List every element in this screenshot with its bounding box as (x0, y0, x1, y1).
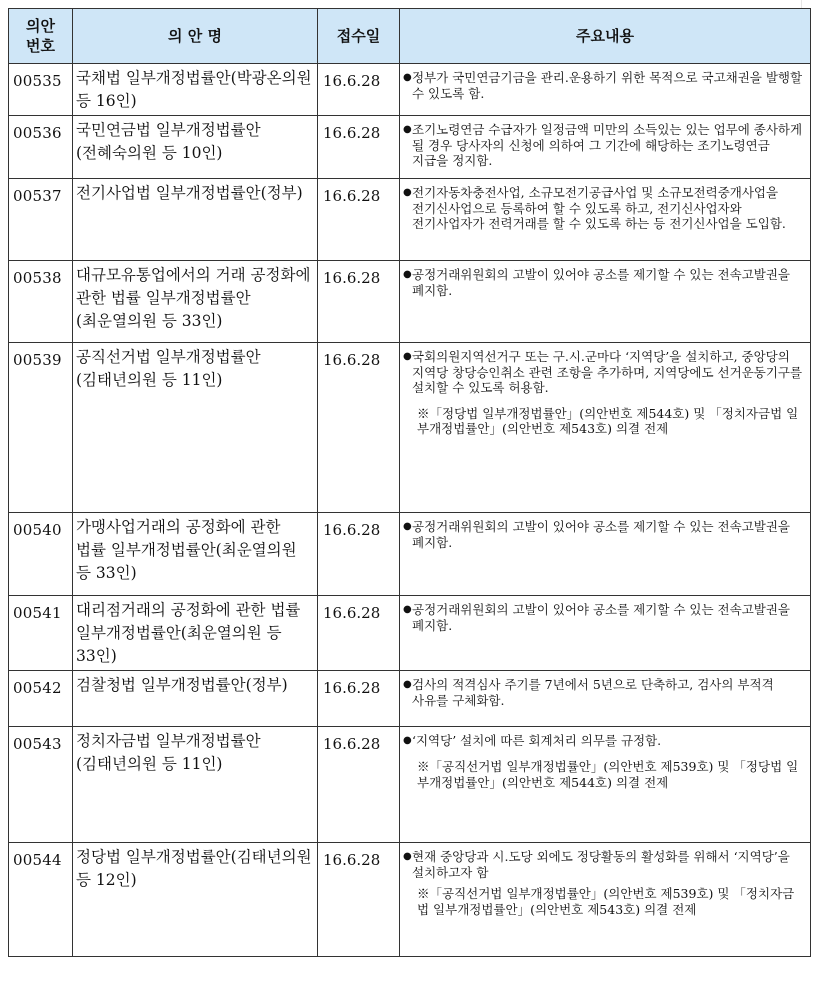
main-content (400, 261, 811, 343)
bill-number: 00537 (9, 179, 73, 261)
main-content (400, 116, 811, 179)
bullet-icon: ● (403, 521, 412, 532)
bill-title: 대규모유통업에서의 거래 공정화에 관한 법률 일부개정법률안(최운열의원 등 33인) (73, 261, 318, 343)
table-row (9, 64, 811, 116)
table-row (9, 179, 811, 261)
bullet-icon: ● (403, 851, 412, 862)
main-content (400, 513, 811, 596)
content-bullet-text: 전기자동차충전사업, 소규모전기공급사업 및 소규모전력중개사업을 전기신사업으로 등록하여 할 수 있도록 하고, 전기신사업자와 전기사업자가 전력거래를 할 수 있도록 하는 등 전기신사업을 도입함. (412, 185, 786, 231)
bill-number: 00539 (9, 343, 73, 513)
received-date: 16.6.28 (318, 671, 400, 727)
main-content (400, 596, 811, 671)
received-date: 16.6.28 (318, 596, 400, 671)
content-bullet-item (403, 849, 804, 880)
content-bullet-text: 공정거래위원회의 고발이 있어야 공소를 제기할 수 있는 전속고발권을 폐지함. (412, 602, 790, 633)
content-bullet-item (403, 677, 804, 708)
content-bullet-text: 정부가 국민연금기금을 관리.운용하기 위한 목적으로 국고채권을 발행할 수 있도록 함. (412, 70, 803, 101)
content-bullet-item (403, 733, 804, 749)
content-bullet-item (403, 349, 804, 396)
bill-title: 정당법 일부개정법률안(김태년의원 등 12인) (73, 843, 318, 957)
table-row (9, 261, 811, 343)
content-bullet-item (403, 519, 804, 550)
bill-list-table (8, 8, 811, 957)
main-content (400, 843, 811, 957)
table-row (9, 513, 811, 596)
bill-title: 정치자금법 일부개정법률안(김태년의원 등 11인) (73, 727, 318, 843)
table-row (9, 843, 811, 957)
bullet-icon: ● (403, 187, 412, 198)
content-bullet-item (403, 122, 804, 169)
content-bullet-item (403, 185, 804, 232)
main-content (400, 179, 811, 261)
received-date: 16.6.28 (318, 727, 400, 843)
received-date: 16.6.28 (318, 64, 400, 116)
content-bullet-item (403, 602, 804, 633)
bill-number: 00538 (9, 261, 73, 343)
table-row (9, 596, 811, 671)
received-date: 16.6.28 (318, 116, 400, 179)
content-bullet-text: 공정거래위원회의 고발이 있어야 공소를 제기할 수 있는 전속고발권을 폐지함. (412, 519, 790, 550)
bill-number: 00543 (9, 727, 73, 843)
received-date: 16.6.28 (318, 343, 400, 513)
content-bullet-item (403, 267, 804, 298)
main-content (400, 64, 811, 116)
header-bill-number-line1: 의안 (26, 17, 55, 35)
table-row (9, 343, 811, 513)
bill-number: 00536 (9, 116, 73, 179)
bullet-icon: ● (403, 269, 412, 280)
content-note: ※「공직선거법 일부개정법률안」(의안번호 제539호) 및 「정당법 일부개정법률안」(의안번호 제544호) 의결 전제 (417, 759, 799, 790)
bill-number: 00540 (9, 513, 73, 596)
header-bill-title: 의 안 명 (73, 9, 318, 64)
bill-title: 국민연금법 일부개정법률안(전혜숙의원 등 10인) (73, 116, 318, 179)
bill-title: 국채법 일부개정법률안(박광온의원 등 16인) (73, 64, 318, 116)
bill-title: 공직선거법 일부개정법률안(김태년의원 등 11인) (73, 343, 318, 513)
content-bullet-text: 공정거래위원회의 고발이 있어야 공소를 제기할 수 있는 전속고발권을 폐지함. (412, 267, 790, 298)
header-bill-number (9, 9, 73, 64)
bill-number: 00535 (9, 64, 73, 116)
bullet-icon: ● (403, 679, 412, 690)
received-date: 16.6.28 (318, 843, 400, 957)
bullet-icon: ● (403, 124, 412, 135)
received-date: 16.6.28 (318, 261, 400, 343)
bill-number: 00542 (9, 671, 73, 727)
bullet-icon: ● (403, 604, 412, 615)
bullet-icon: ● (403, 351, 412, 362)
bill-title: 가맹사업거래의 공정화에 관한 법률 일부개정법률안(최운열의원 등 33인) (73, 513, 318, 596)
header-received-date: 접수일 (318, 9, 400, 64)
content-bullet-text: 현재 중앙당과 시.도당 외에도 정당활동의 활성화를 위해서 ‘지역당’을 설치하고자 함 (412, 849, 790, 880)
table-header-row (9, 9, 811, 64)
content-bullet-text: 조기노령연금 수급자가 일정금액 미만의 소득있는 있는 업무에 종사하게 될 경우 당사자의 신청에 의하여 그 기간에 해당하는 조기노령연금 지급을 정지함. (412, 122, 803, 168)
bullet-icon: ● (403, 735, 412, 746)
table-row (9, 671, 811, 727)
main-content (400, 727, 811, 843)
bill-title: 검찰청법 일부개정법률안(정부) (73, 671, 318, 727)
table-row (9, 727, 811, 843)
main-content (400, 671, 811, 727)
content-bullet-item (403, 70, 804, 101)
content-bullet-text: ‘지역당’ 설치에 따른 회계처리 의무를 규정함. (412, 733, 662, 748)
table-row (9, 116, 811, 179)
content-note: ※「공직선거법 일부개정법률안」(의안번호 제539호) 및 「정치자금법 일부개정법률안」(의안번호 제543호) 의결 전제 (417, 886, 795, 917)
content-note: ※「정당법 일부개정법률안」(의안번호 제544호) 및 「정치자금법 일부개정법률안」(의안번호 제543호) 의결 전제 (417, 405, 799, 436)
bill-title: 대리점거래의 공정화에 관한 법률 일부개정법률안(최운열의원 등 33인) (73, 596, 318, 671)
received-date: 16.6.28 (318, 179, 400, 261)
header-main-content: 주요내용 (400, 9, 811, 64)
bullet-icon: ● (403, 72, 412, 83)
content-bullet-text: 국회의원지역선거구 또는 구.시.군마다 ‘지역당’을 설치하고, 중앙당의 지역당 창당승인취소 관련 조항을 추가하며, 지역당에도 선거운동기구를 설치할 수 있도록 허용함. (412, 349, 803, 395)
bill-number: 00541 (9, 596, 73, 671)
received-date: 16.6.28 (318, 513, 400, 596)
header-bill-number-line2: 번호 (26, 37, 55, 55)
main-content (400, 343, 811, 513)
content-bullet-text: 검사의 적격심사 주기를 7년에서 5년으로 단축하고, 검사의 부적격 사유를 구체화함. (412, 677, 774, 708)
bill-title: 전기사업법 일부개정법률안(정부) (73, 179, 318, 261)
bill-number: 00544 (9, 843, 73, 957)
